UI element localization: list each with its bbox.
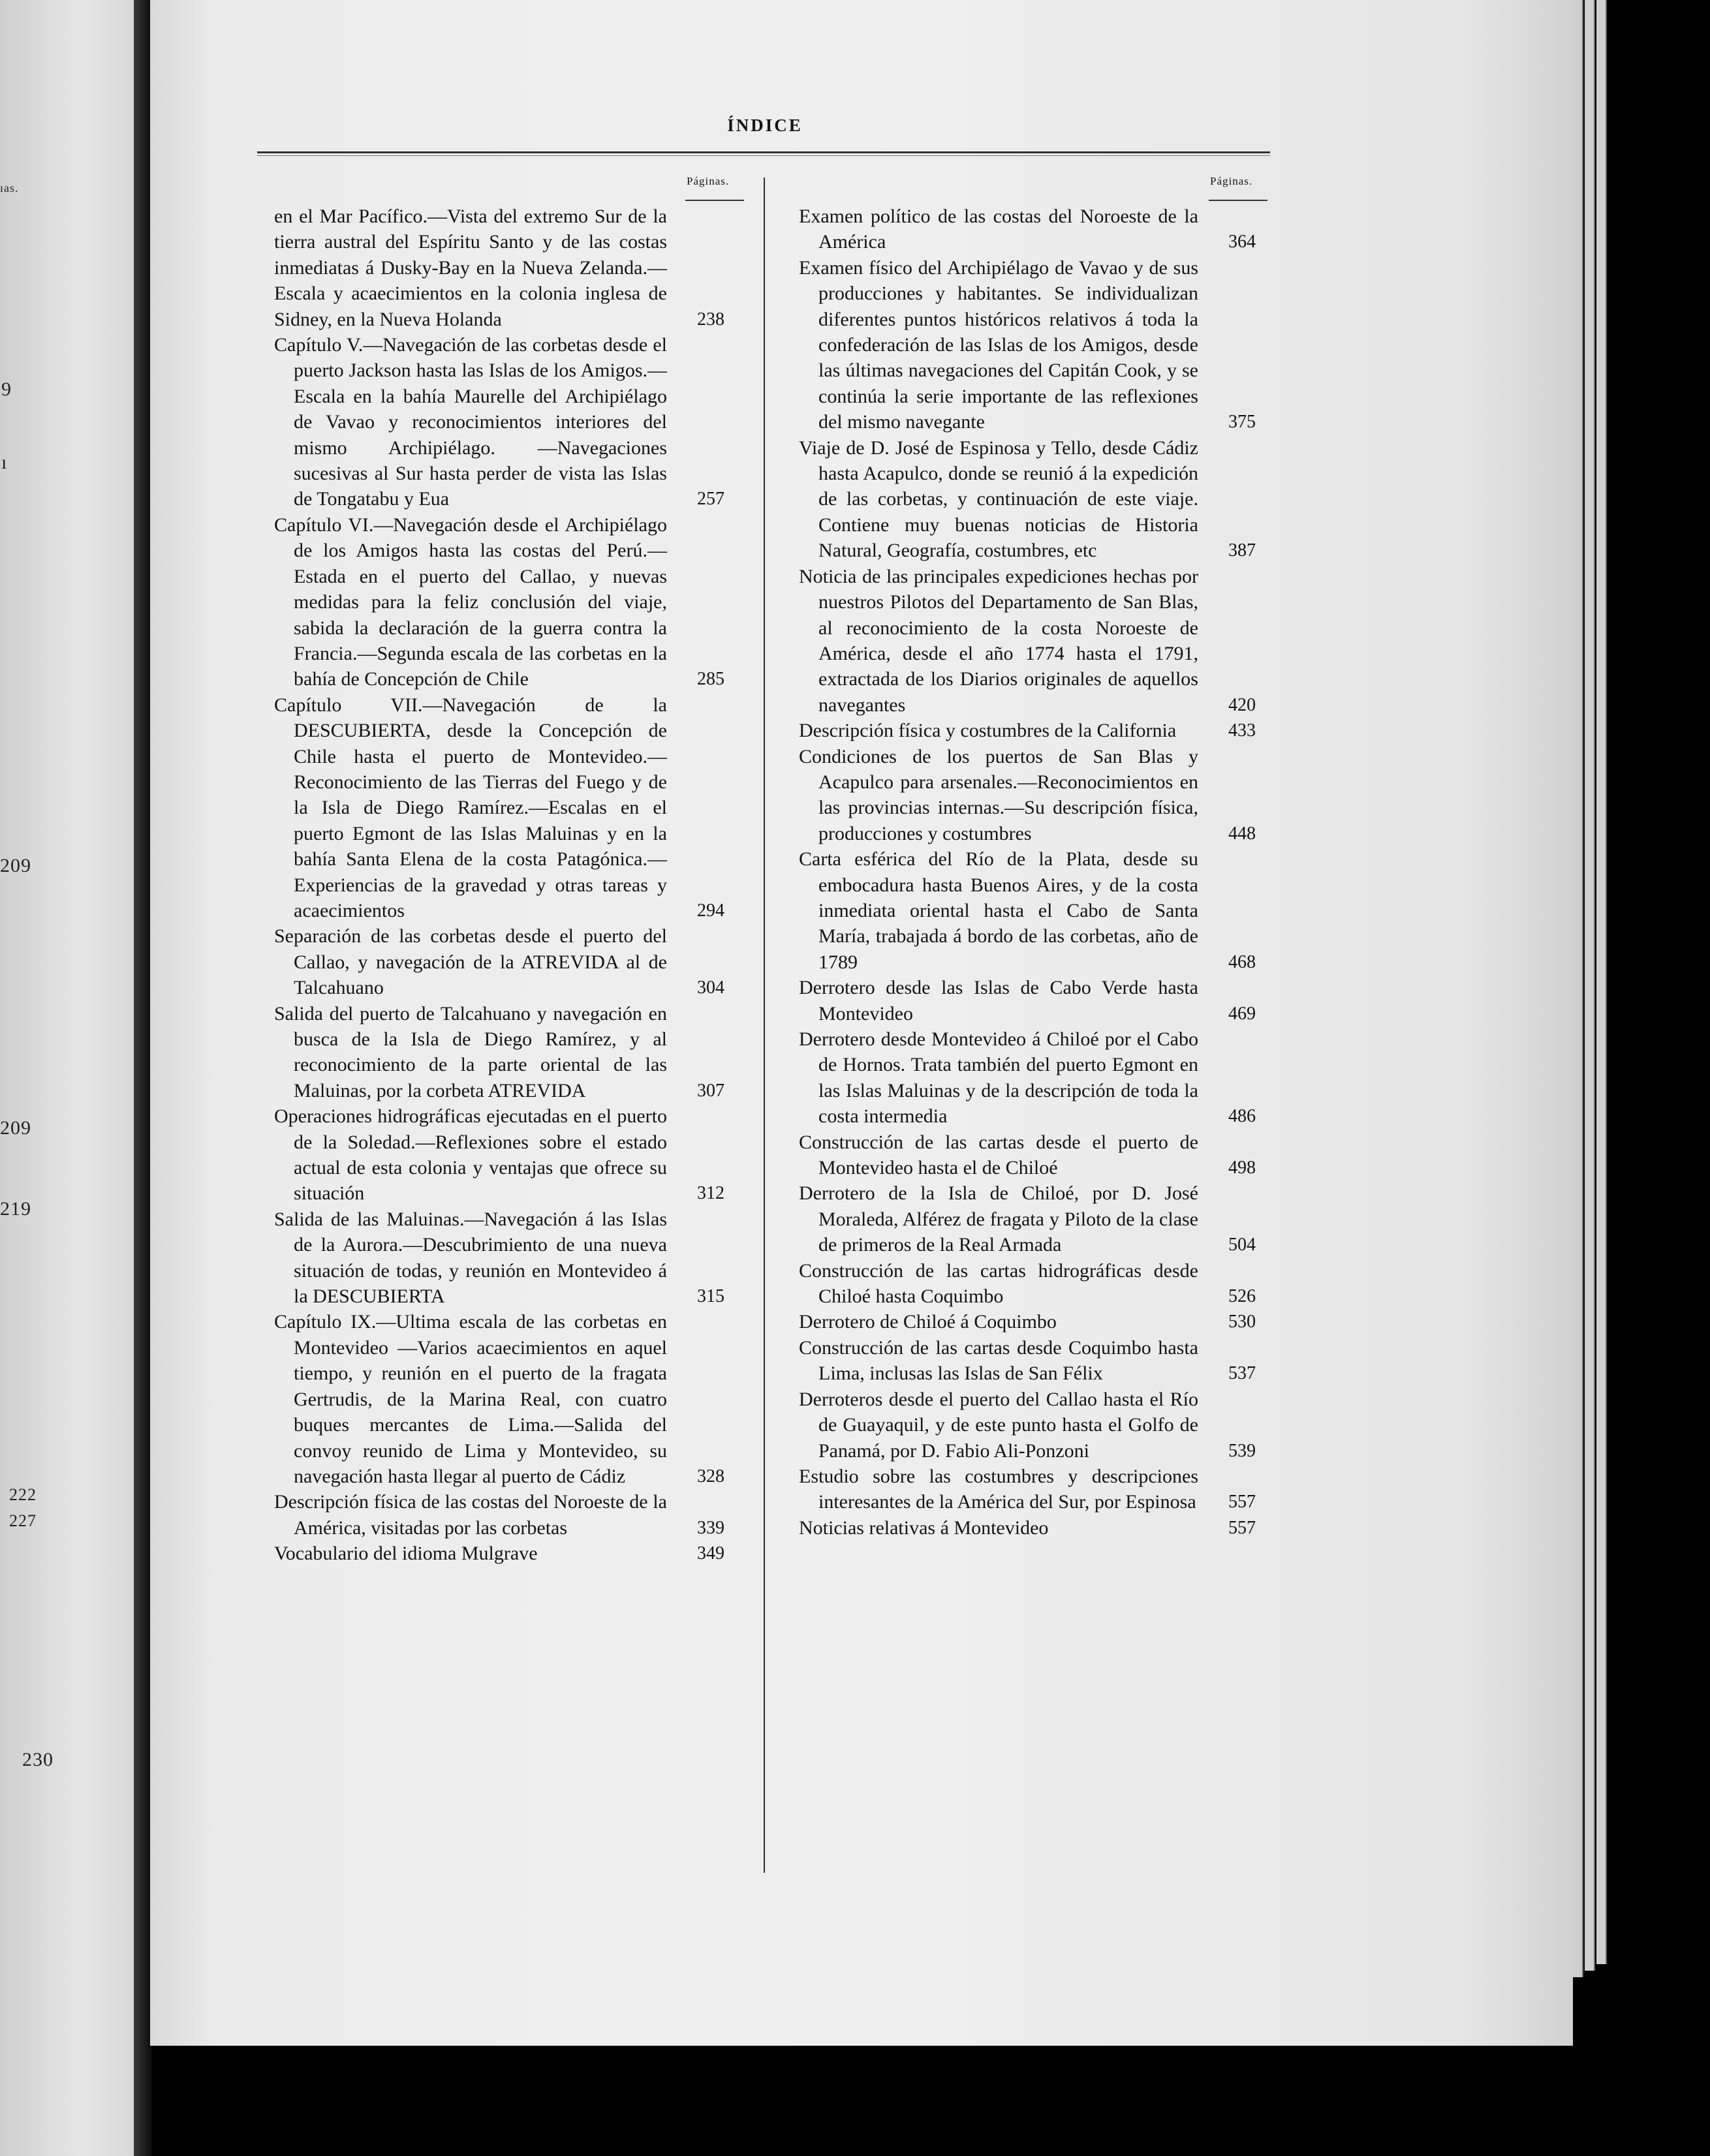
page-edge <box>1596 0 1607 1964</box>
index-entry <box>274 692 724 924</box>
entry-page-number: 257 <box>697 489 724 510</box>
remnant-text: ıas. <box>0 181 19 194</box>
entry-page-number: 537 <box>1228 1363 1256 1384</box>
index-entry <box>799 1180 1256 1257</box>
remnant-text: 222 <box>9 1485 37 1504</box>
entry-title: Estudio sobre las costumbres y descripciones interesantes de la América del Sur, por Espinosa <box>799 1465 1198 1513</box>
index-entry <box>799 1026 1256 1130</box>
entry-title: Vocabulario del idioma Mulgrave <box>274 1543 538 1565</box>
entry-page-number: 530 <box>1228 1312 1256 1332</box>
remnant-text: 9 <box>1 378 12 400</box>
index-entry <box>799 1335 1256 1387</box>
remnant-text: 219 <box>0 1198 31 1220</box>
page-edge <box>1585 0 1595 1971</box>
entry-page-number: 526 <box>1228 1286 1256 1307</box>
index-entry <box>274 1489 724 1541</box>
entry-title: Descripción física de las costas del Noroeste de la América, visitadas por las corbetas <box>274 1491 667 1539</box>
paginas-rule-right <box>1209 200 1267 201</box>
index-entry <box>799 975 1256 1026</box>
entry-page-number: 307 <box>697 1080 724 1101</box>
entry-title: Derrotero de Chiloé á Coquimbo <box>799 1311 1057 1333</box>
entry-title: Capítulo VII.—Navegación de la DESCUBIERTA, desde la Concepción de Chile hasta el puerto de Montevideo.—Reconocimiento de las Tierras del Fuego y de la Isla de Diego Ramírez.—Escalas en el puerto Egmont de las Islas Maluinas y en la bahía Santa Elena de la costa Patagónica.—Experiencias de la gravedad y otras tareas y acaecimientos <box>274 694 667 921</box>
entry-title: Examen político de las costas del Noroeste de la América <box>799 206 1198 253</box>
index-entry <box>274 1103 724 1207</box>
index-entry <box>274 204 724 332</box>
entry-page-number: 468 <box>1228 951 1256 972</box>
index-entry <box>799 255 1256 435</box>
entry-title: Noticias relativas á Montevideo <box>799 1517 1049 1539</box>
facing-page-remnant <box>0 0 134 2156</box>
entry-page-number: 557 <box>1228 1517 1256 1538</box>
entry-title: Construcción de las cartas desde el puerto de Montevideo hasta el de Chiloé <box>799 1131 1198 1179</box>
entry-title: Derroteros desde el puerto del Callao hasta el Río de Guayaquil, y de este punto hasta el Golfo de Panamá, por D. Fabio Ali-Ponzoni <box>799 1388 1198 1462</box>
entry-page-number: 448 <box>1228 823 1256 844</box>
index-entry <box>274 1309 724 1489</box>
index-entry <box>799 744 1256 847</box>
index-entry <box>274 923 724 1000</box>
entry-page-number: 315 <box>697 1286 724 1307</box>
entry-title: Condiciones de los puertos de San Blas y Acapulco para arsenales.—Reconocimientos en las provincias internas.—Su descripción física, producciones y costumbres <box>799 745 1198 844</box>
entry-title: Capítulo V.—Navegación de las corbetas desde el puerto Jackson hasta las Islas de los Amigos.—Escala en la bahía Maurelle del Archipiélago de Vavao y reconocimientos interiores del mismo Archipiélago. —Navegaciones sucesivas al Sur hasta perder de vista las Islas de Tongatabu y Eua <box>274 334 667 510</box>
index-entry <box>274 332 724 512</box>
entry-page-number: 539 <box>1228 1440 1256 1461</box>
entry-page-number: 304 <box>697 978 724 998</box>
entry-page-number: 486 <box>1228 1106 1256 1127</box>
entry-title: Separación de las corbetas desde el puerto del Callao, y navegación de la ATREVIDA al de Talcahuano <box>274 925 667 999</box>
index-entry <box>274 1001 724 1104</box>
header-rule <box>257 151 1270 153</box>
index-entry <box>799 846 1256 975</box>
entry-page-number: 433 <box>1228 720 1256 741</box>
entry-page-number: 328 <box>697 1466 724 1486</box>
entry-title: Examen físico del Archipiélago de Vavao y de sus producciones y habitantes. Se individualizan diferentes puntos históricos relativos á toda la confederación de las Islas de los Amigos, desde las últimas navegaciones del Capitán Cook, y se continúa la serie importante de las reflexiones del mismo navegante <box>799 256 1198 433</box>
index-entry <box>274 1207 724 1310</box>
entry-page-number: 420 <box>1228 694 1256 715</box>
entry-title: Capítulo VI.—Navegación desde el Archipiélago de los Amigos hasta las costas del Perú.—Estada en el puerto del Callao, y nuevas medidas para la feliz conclusión del viaje, sabida la declaración de la guerra contra la Francia.—Segunda escala de las corbetas en la bahía de Concepción de Chile <box>274 514 667 690</box>
entry-title: Carta esférica del Río de la Plata, desde su embocadura hasta Buenos Aires, y de la costa inmediata oriental hasta el Cabo de Santa María, trabajada á bordo de las corbetas, año de 1789 <box>799 848 1198 973</box>
entry-page-number: 238 <box>697 309 724 330</box>
entry-title: en el Mar Pacífico.—Vista del extremo Sur de la tierra austral del Espíritu Santo y de las costas inmediatas á Dusky-Bay en la Nueva Zelanda.—Escala y acaecimientos en la colonia inglesa de Sidney, en la Nueva Holanda <box>274 206 667 330</box>
index-entry <box>799 1387 1256 1464</box>
entry-page-number: 557 <box>1228 1492 1256 1513</box>
entry-page-number: 349 <box>697 1543 724 1564</box>
entry-page-number: 312 <box>697 1183 724 1204</box>
book-gutter <box>134 0 152 2156</box>
entry-page-number: 498 <box>1228 1158 1256 1178</box>
index-entry <box>274 1541 724 1566</box>
remnant-text: ı <box>1 452 8 473</box>
index-entry <box>799 1309 1256 1334</box>
entry-title: Viaje de D. José de Espinosa y Tello, desde Cádiz hasta Acapulco, donde se reunió á la expedición de las corbetas, y continuación de este viaje. Contiene muy buenas noticias de Historia Natural, Geografía, costumbres, etc <box>799 437 1198 562</box>
entry-title: Operaciones hidrográficas ejecutadas en el puerto de la Soledad.—Reflexiones sobre el estado actual de esta colonia y ventajas que ofrece su situación <box>274 1105 667 1205</box>
entry-page-number: 294 <box>697 900 724 921</box>
entry-page-number: 504 <box>1228 1235 1256 1255</box>
entry-page-number: 364 <box>1228 232 1256 253</box>
entry-title: Derrotero desde Montevideo á Chiloé por el Cabo de Hornos. Trata también del puerto Egmont en las Islas Maluinas y de la descripción de toda la costa intermedia <box>799 1028 1198 1128</box>
entry-title: Construcción de las cartas desde Coquimbo hasta Lima, inclusas las Islas de San Félix <box>799 1336 1198 1385</box>
entry-page-number: 375 <box>1228 412 1256 433</box>
index-entry <box>799 1130 1256 1181</box>
entry-title: Salida de las Maluinas.—Navegación á las Islas de la Aurora.—Descubrimiento de una nueva situación de todas, y reunión en Montevideo á la DESCUBIERTA <box>274 1208 667 1308</box>
paginas-label-left: Páginas. <box>687 175 730 187</box>
index-entry <box>799 1464 1256 1515</box>
index-entry <box>799 564 1256 718</box>
entry-title: Descripción física y costumbres de la California <box>799 720 1177 742</box>
index-entry <box>799 1258 1256 1310</box>
entry-page-number: 387 <box>1228 540 1256 561</box>
entry-title: Construcción de las cartas hidrográficas desde Chiloé hasta Coquimbo <box>799 1259 1198 1308</box>
page-edge <box>1573 0 1583 1977</box>
header-rule <box>257 155 1270 156</box>
remnant-text: 227 <box>9 1511 37 1530</box>
index-column-right <box>799 204 1256 1541</box>
entry-title: Capítulo IX.—Ultima escala de las corbetas en Montevideo —Varios acaecimientos en aquel tiempo, y reunión en el puerto de la fragata Gertrudis, de la Marina Real, con cuatro buques mercantes de Lima.—Salida del convoy reunido de Lima y Montevideo, su navegación hasta llegar al puerto de Cádiz <box>274 1311 667 1487</box>
index-entry <box>799 204 1256 255</box>
remnant-text: 209 <box>0 1117 31 1139</box>
column-divider <box>764 177 765 1873</box>
remnant-text: 230 <box>22 1749 54 1770</box>
entry-title: Derrotero desde las Islas de Cabo Verde hasta Montevideo <box>799 977 1198 1024</box>
index-entry <box>799 435 1256 564</box>
entry-title: Salida del puerto de Talcahuano y navegación en busca de la Isla de Diego Ramírez, y al reconocimiento de la parte oriental de las Maluinas, por la corbeta ATREVIDA <box>274 1002 667 1101</box>
entry-title: Derrotero de la Isla de Chiloé, por D. José Moraleda, Alférez de fragata y Piloto de la clase de primeros de la Real Armada <box>799 1182 1198 1256</box>
remnant-text: 209 <box>0 855 31 876</box>
index-entry <box>799 718 1256 743</box>
entry-page-number: 469 <box>1228 1003 1256 1024</box>
index-entry <box>274 512 724 692</box>
entry-page-number: 339 <box>697 1517 724 1538</box>
paginas-rule-left <box>685 200 744 201</box>
running-head: ÍNDICE <box>727 116 803 135</box>
index-entry <box>799 1515 1256 1541</box>
index-column-left <box>274 204 724 1567</box>
paginas-label-right: Páginas. <box>1210 175 1253 187</box>
entry-page-number: 285 <box>697 669 724 690</box>
entry-title: Noticia de las principales expediciones hechas por nuestros Pilotos del Departamento de San Blas, al reconocimiento de la costa Noroeste de América, desde el año 1774 hasta el 1791, extractada de los Diarios originales de aquellos navegantes <box>799 565 1198 716</box>
